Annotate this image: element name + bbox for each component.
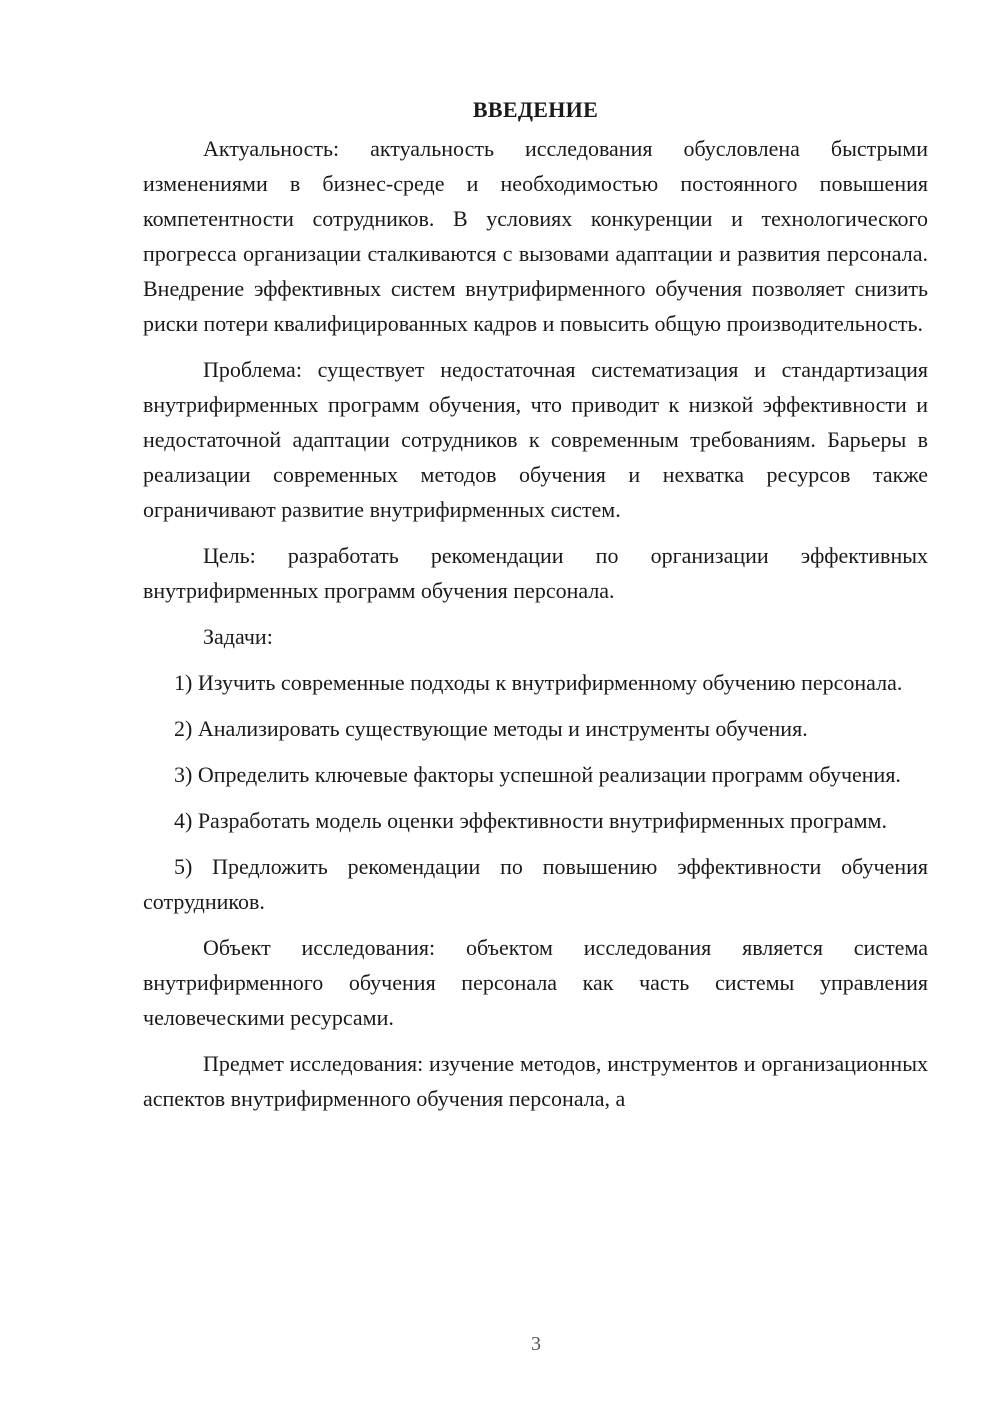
- task-item-4: 4) Разработать модель оценки эффективности внутрифирменных программ.: [174, 808, 887, 833]
- task-item-1: 1) Изучить современные подходы к внутрифирменному обучению персонала.: [174, 670, 903, 695]
- task-item-3: 3) Определить ключевые факторы успешной реализации программ обучения.: [174, 762, 901, 787]
- paragraph-goal: Цель: разработать рекомендации по организации эффективных внутрифирменных программ обучения персонала.: [143, 543, 928, 603]
- section-heading: ВВЕДЕНИЕ: [472, 97, 599, 122]
- page-number: 3: [531, 1333, 541, 1355]
- task-item-2: 2) Анализировать существующие методы и инструменты обучения.: [174, 716, 808, 741]
- paragraph-subject: Предмет исследования: изучение методов, инструментов и организационных аспектов внутрифирменного обучения персонала, а: [143, 1051, 928, 1111]
- document-page: [143, 92, 928, 1127]
- paragraph-object: Объект исследования: объектом исследования является система внутрифирменного обучения персонала как часть системы управления человеческими ресурсами.: [143, 935, 928, 1030]
- task-item-5: 5) Предложить рекомендации по повышению эффективности обучения сотрудников.: [143, 854, 928, 914]
- tasks-label: Задачи:: [203, 624, 273, 649]
- paragraph-problem: Проблема: существует недостаточная систематизация и стандартизация внутрифирменных программ обучения, что приводит к низкой эффективности и недостаточной адаптации сотрудников к современным требованиям. Барьеры в реализации современных методов обучения и нехватка ресурсов также ограничивают развитие внутрифирменных систем.: [143, 357, 928, 522]
- paragraph-relevance: Актуальность: актуальность исследования обусловлена быстрыми изменениями в бизнес-среде и необходимостью постоянного повышения компетентности сотрудников. В условиях конкуренции и технологического прогресса организации сталкиваются с вызовами адаптации и развития персонала. Внедрение эффективных систем внутрифирменного обучения позволяет снизить риски потери квалифицированных кадров и повысить общую производительность.: [143, 136, 928, 336]
- task-list: [143, 665, 928, 919]
